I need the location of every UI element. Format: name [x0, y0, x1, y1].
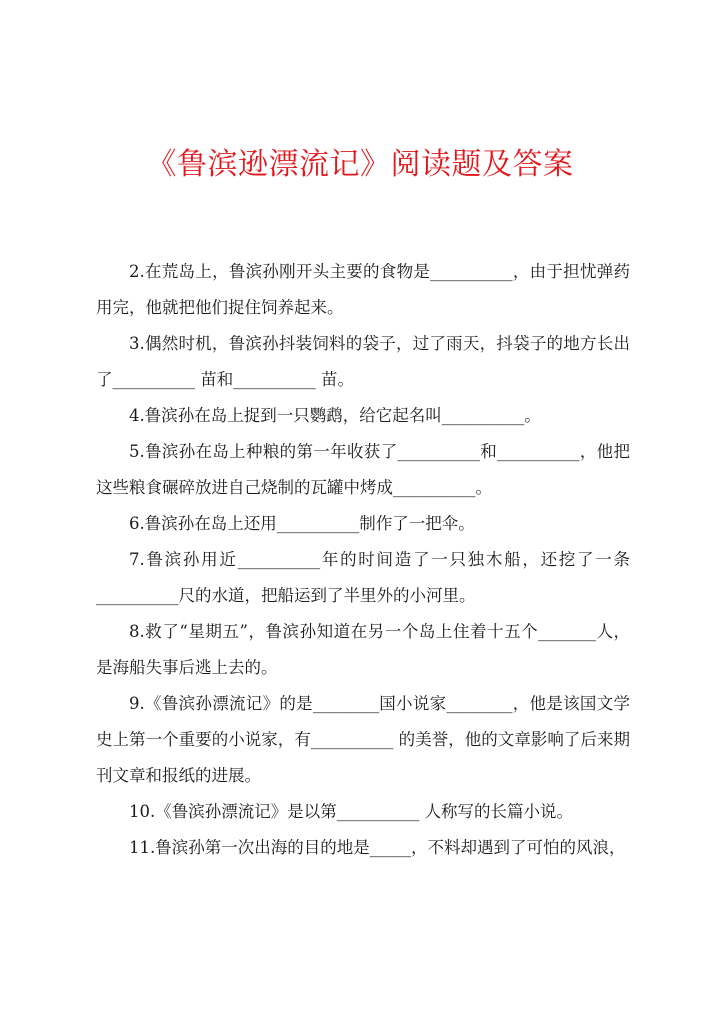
question-6: 6.鲁滨孙在岛上还用__________制作了一把伞。: [129, 514, 475, 533]
question-11: 11.鲁滨孙第一次出海的目的地是_____，不料却遇到了可怕的风浪，: [129, 838, 626, 857]
question-7: 7.鲁滨孙用近__________年的时间造了一只独木船，还挖了一条__________尺的水道，把船运到了半里外的小河里。: [96, 550, 630, 605]
question-10: 10.《鲁滨孙漂流记》是以第__________ 人称写的长篇小说。: [129, 802, 573, 821]
question-9: 9.《鲁滨孙漂流记》的是________国小说家________，他是该国文学史上第一个重要的小说家，有__________ 的美誉，他的文章影响了后来期刊文章和报纸的进展。: [96, 694, 630, 785]
question-3: 3.偶然时机，鲁滨孙抖装饲料的袋子，过了雨天，抖袋子的地方长出了__________ 苗和__________ 苗。: [96, 334, 630, 389]
document-title: 《鲁滨逊漂流记》阅读题及答案: [146, 147, 574, 182]
question-5: 5.鲁滨孙在岛上种粮的第一年收获了__________和__________，他把这些粮食碾碎放进自己烧制的瓦罐中烤成__________。: [96, 442, 630, 497]
document-body: [96, 254, 630, 866]
question-4: 4.鲁滨孙在岛上捉到一只鹦鹉，给它起名叫__________。: [129, 406, 541, 425]
question-8: 8.救了“星期五”，鲁滨孙知道在另一个岛上住着十五个_______人，是海船失事后逃上去的。: [96, 622, 630, 677]
question-2: 2.在荒岛上，鲁滨孙刚开头主要的食物是__________，由于担忧弹药用完，他就把他们捉住饲养起来。: [96, 262, 630, 317]
